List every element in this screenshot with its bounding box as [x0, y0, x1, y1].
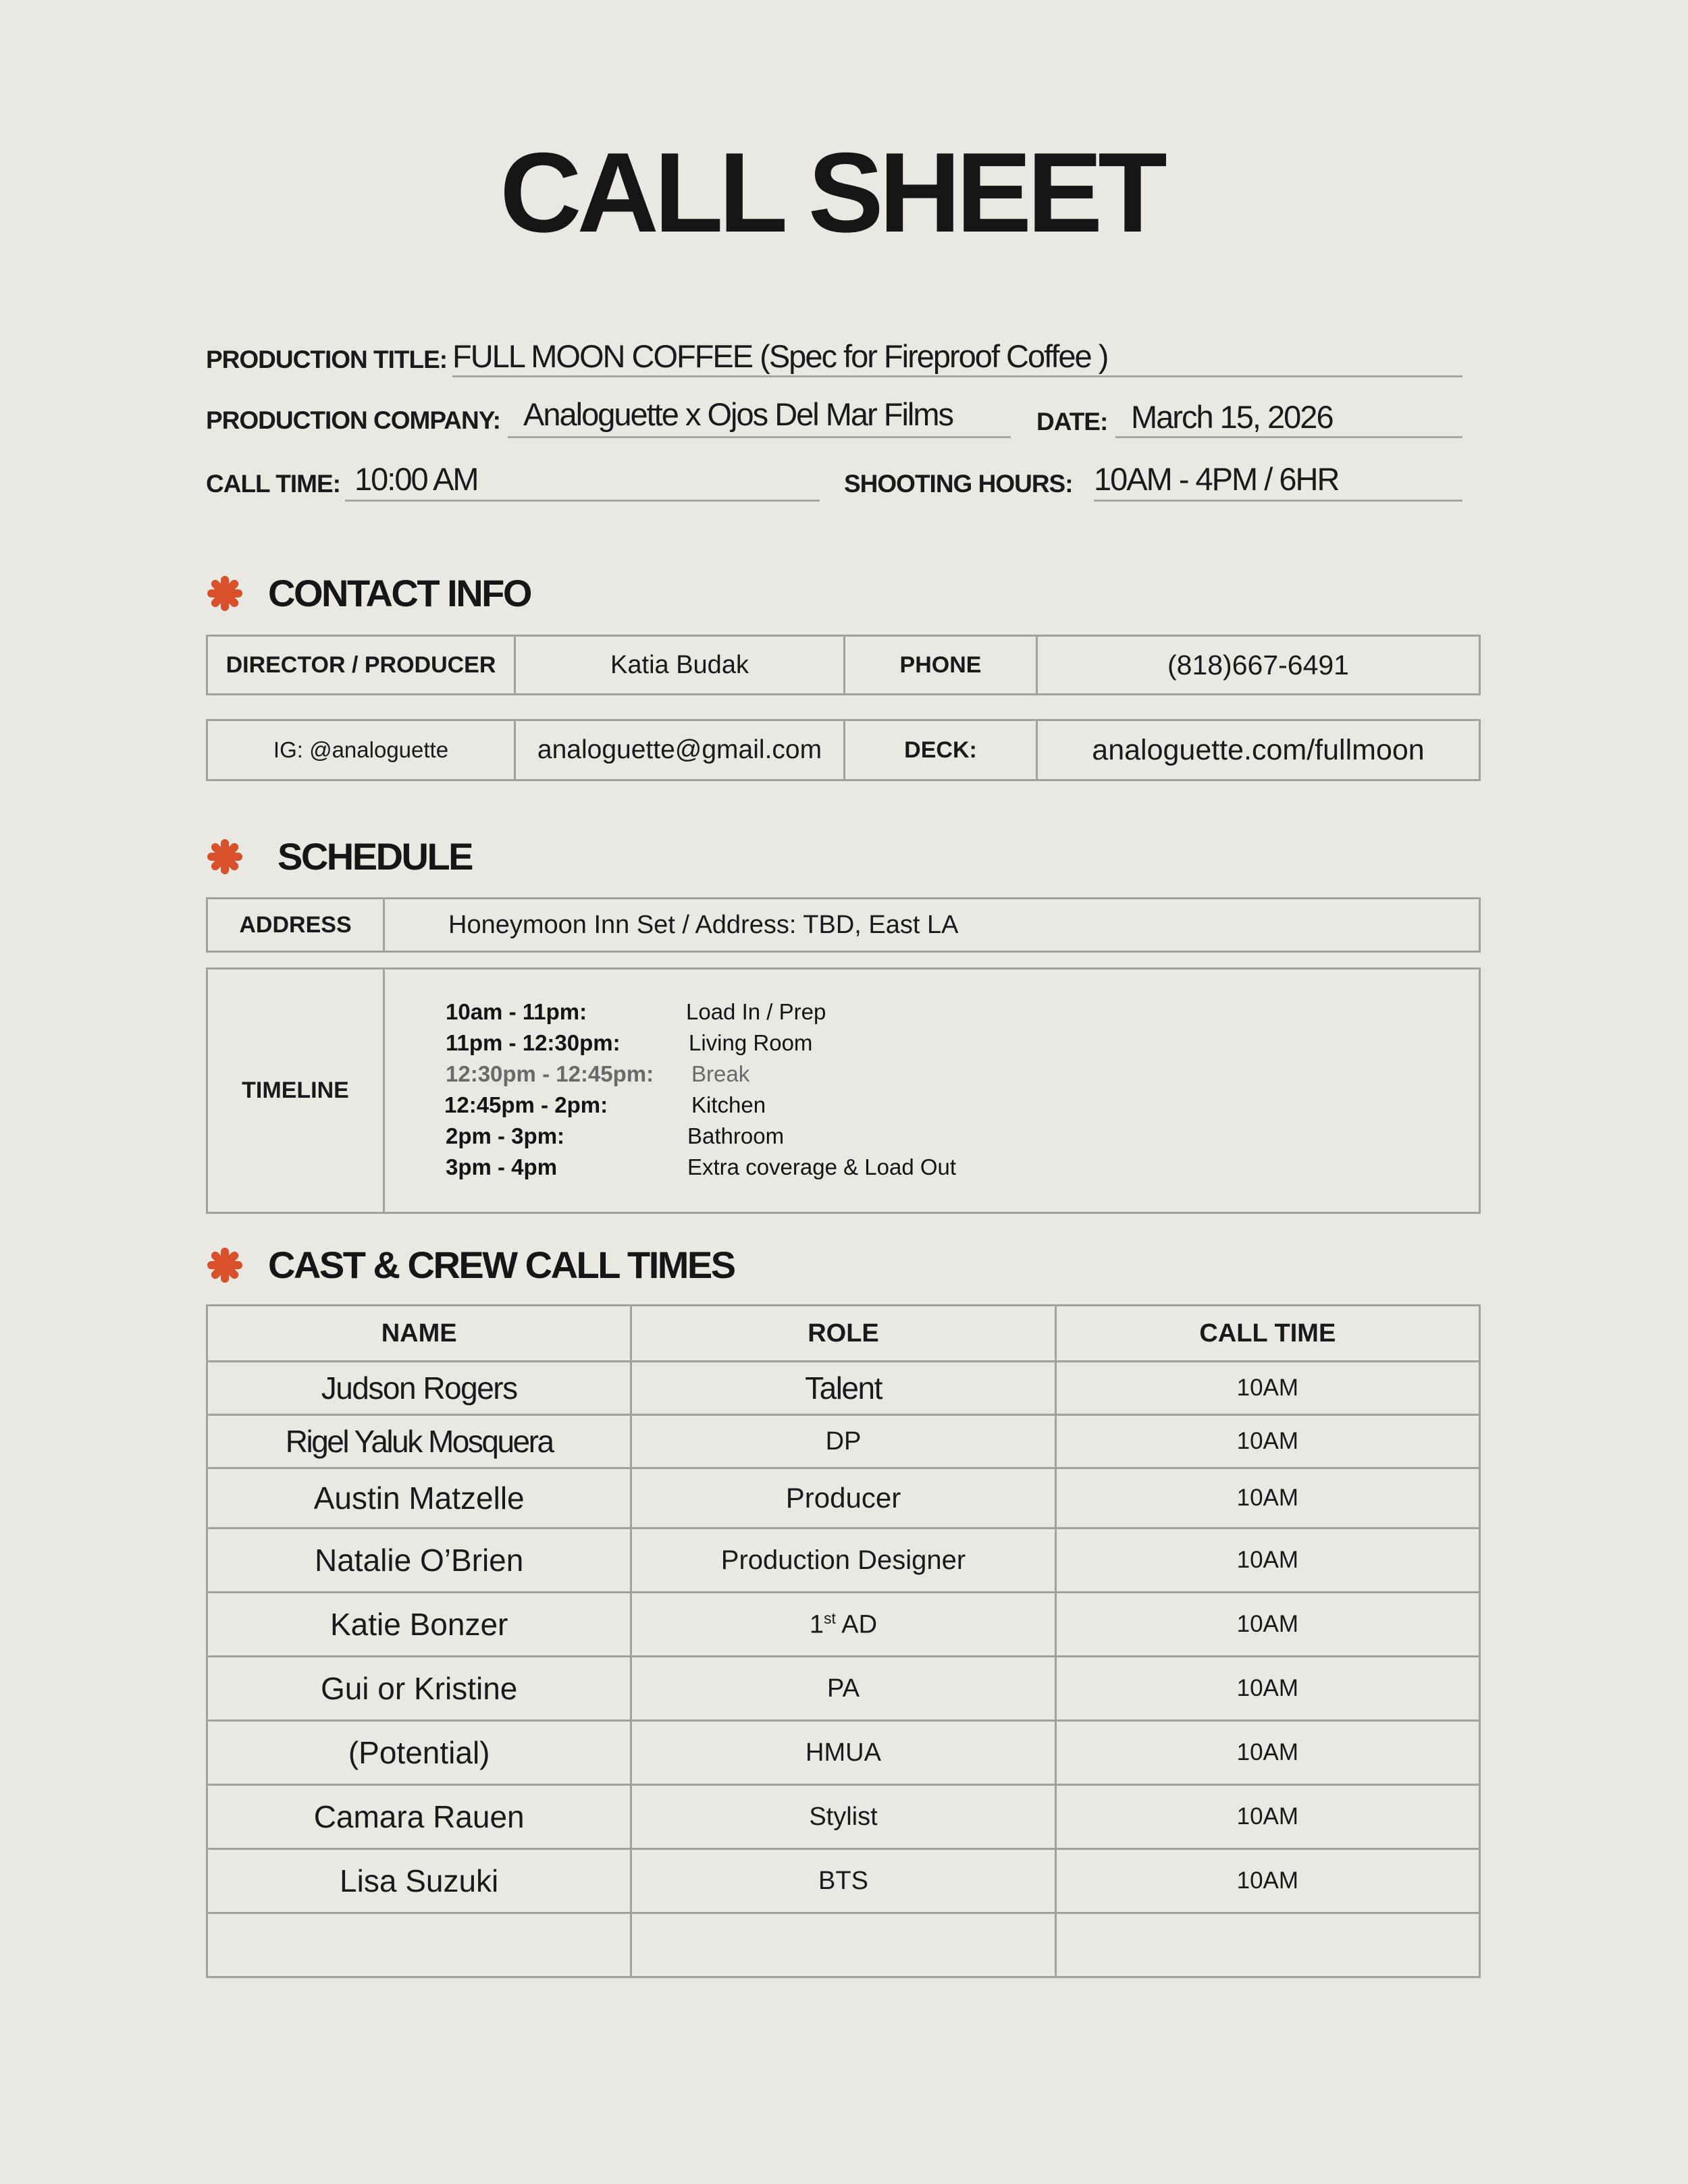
- production-company-value: Analoguette x Ojos Del Mar Films: [523, 396, 953, 432]
- shooting-hours-value: 10AM - 4PM / 6HR: [1094, 461, 1339, 497]
- asterisk-icon: [206, 1246, 244, 1284]
- crew-role: DP: [631, 1415, 1055, 1468]
- crew-heading: [206, 1243, 735, 1287]
- shooting-hours-underline: [1094, 500, 1462, 502]
- production-title-value: FULL MOON COFFEE (Spec for Fireproof Coffee ): [452, 338, 1108, 374]
- timeline-list: [446, 996, 956, 1183]
- crew-role: [631, 1593, 1055, 1657]
- crew-role: Talent: [631, 1362, 1055, 1415]
- timeline-item: [446, 1152, 956, 1183]
- crew-call-time: 10AM: [1055, 1468, 1479, 1528]
- address-value: Honeymoon Inn Set / Address: TBD, East LA: [448, 910, 959, 939]
- production-title-label: PRODUCTION TITLE:: [206, 346, 448, 373]
- crew-name: Gui or Kristine: [207, 1657, 631, 1721]
- timeline-time: 10am - 11pm:: [446, 999, 587, 1024]
- timeline-time: 2pm - 3pm:: [446, 1123, 565, 1148]
- crew-table: [206, 1304, 1481, 1978]
- crew-role: [631, 1913, 1055, 1977]
- crew-role: BTS: [631, 1849, 1055, 1913]
- asterisk-icon: [206, 838, 244, 876]
- call-time-underline: [345, 500, 820, 502]
- table-row: [207, 1785, 1480, 1849]
- email-link[interactable]: analoguette@gmail.com: [516, 721, 845, 779]
- table-row: [207, 1721, 1480, 1785]
- timeline-time: 12:45pm - 2pm:: [444, 1092, 608, 1117]
- crew-role: HMUA: [631, 1721, 1055, 1785]
- crew-role: PA: [631, 1657, 1055, 1721]
- timeline-item: [446, 1121, 956, 1152]
- crew-role-ordinal-suffix: st: [824, 1609, 836, 1627]
- crew-role-ordinal: 1: [809, 1610, 824, 1639]
- crew-name: Lisa Suzuki: [207, 1849, 631, 1913]
- crew-title: CAST & CREW CALL TIMES: [268, 1244, 735, 1286]
- timeline-item: [446, 996, 956, 1028]
- crew-name: Katie Bonzer: [207, 1593, 631, 1657]
- director-label: DIRECTOR / PRODUCER: [208, 637, 516, 693]
- timeline-activity: Break: [691, 1061, 750, 1086]
- contact-row-links: [206, 719, 1481, 781]
- crew-call-time: 10AM: [1055, 1721, 1479, 1785]
- timeline-item: [446, 1059, 956, 1090]
- asterisk-icon: [206, 575, 244, 612]
- director-name: Katia Budak: [516, 637, 845, 693]
- timeline-activity: Living Room: [689, 1030, 813, 1055]
- crew-call-time: 10AM: [1055, 1362, 1479, 1415]
- crew-role: Producer: [631, 1468, 1055, 1528]
- date-value: March 15, 2026: [1131, 399, 1333, 435]
- schedule-heading: [206, 834, 472, 878]
- timeline-item: [446, 1090, 956, 1121]
- timeline-time: 3pm - 4pm: [446, 1154, 558, 1179]
- contact-row-director: [206, 635, 1481, 695]
- crew-name: Rigel Yaluk Mosquera: [207, 1415, 631, 1468]
- timeline-activity: Bathroom: [687, 1123, 785, 1148]
- crew-name: Austin Matzelle: [207, 1468, 631, 1528]
- crew-call-time: 10AM: [1055, 1415, 1479, 1468]
- table-row: [207, 1415, 1480, 1468]
- phone-value: (818)667-6491: [1167, 649, 1349, 681]
- page-title: CALL SHEET: [500, 129, 1163, 256]
- timeline-time: 12:30pm - 12:45pm:: [446, 1061, 654, 1086]
- deck-link[interactable]: analoguette.com/fullmoon: [1092, 733, 1425, 766]
- production-company-underline: [508, 436, 1011, 438]
- call-time-label: CALL TIME:: [206, 470, 340, 498]
- address-label: ADDRESS: [208, 899, 385, 951]
- contact-info-heading: [206, 571, 531, 615]
- call-time-value: 10:00 AM: [354, 461, 478, 497]
- timeline-time: 11pm - 12:30pm:: [446, 1030, 621, 1055]
- deck-label: DECK:: [845, 721, 1038, 779]
- table-row: [207, 1593, 1480, 1657]
- crew-name: Judson Rogers: [207, 1362, 631, 1415]
- timeline-activity: Extra coverage & Load Out: [687, 1154, 957, 1179]
- table-row: [207, 1657, 1480, 1721]
- timeline-label: TIMELINE: [208, 969, 385, 1212]
- timeline-activity: Kitchen: [691, 1092, 766, 1117]
- timeline-item: [446, 1028, 956, 1059]
- crew-name: Natalie O’Brien: [207, 1528, 631, 1593]
- phone-label: PHONE: [845, 637, 1038, 693]
- crew-call-time: 10AM: [1055, 1785, 1479, 1849]
- column-header-call-time: CALL TIME: [1055, 1306, 1479, 1362]
- table-row: [207, 1849, 1480, 1913]
- crew-call-time: [1055, 1913, 1479, 1977]
- table-row: [207, 1528, 1480, 1593]
- contact-info-title: CONTACT INFO: [268, 572, 531, 614]
- production-company-label: PRODUCTION COMPANY:: [206, 406, 500, 434]
- schedule-title: SCHEDULE: [278, 835, 473, 878]
- crew-name: Camara Rauen: [207, 1785, 631, 1849]
- column-header-role: ROLE: [631, 1306, 1055, 1362]
- table-row: [207, 1362, 1480, 1415]
- crew-name: [207, 1913, 631, 1977]
- table-row: [207, 1468, 1480, 1528]
- production-title-underline: [452, 375, 1462, 377]
- instagram-handle: IG: @analoguette: [208, 721, 516, 779]
- date-underline: [1115, 436, 1462, 438]
- column-header-name: NAME: [207, 1306, 631, 1362]
- address-row: [206, 897, 1481, 953]
- shooting-hours-label: SHOOTING HOURS:: [844, 470, 1073, 498]
- table-row: [207, 1913, 1480, 1977]
- crew-name: (Potential): [207, 1721, 631, 1785]
- crew-role: Production Designer: [631, 1528, 1055, 1593]
- crew-header-row: [207, 1306, 1480, 1362]
- crew-role: Stylist: [631, 1785, 1055, 1849]
- date-label: DATE:: [1036, 408, 1108, 435]
- crew-call-time: 10AM: [1055, 1528, 1479, 1593]
- crew-call-time: 10AM: [1055, 1657, 1479, 1721]
- timeline-activity: Load In / Prep: [686, 999, 826, 1024]
- crew-call-time: 10AM: [1055, 1849, 1479, 1913]
- crew-role-title: AD: [835, 1610, 878, 1639]
- crew-call-time: 10AM: [1055, 1593, 1479, 1657]
